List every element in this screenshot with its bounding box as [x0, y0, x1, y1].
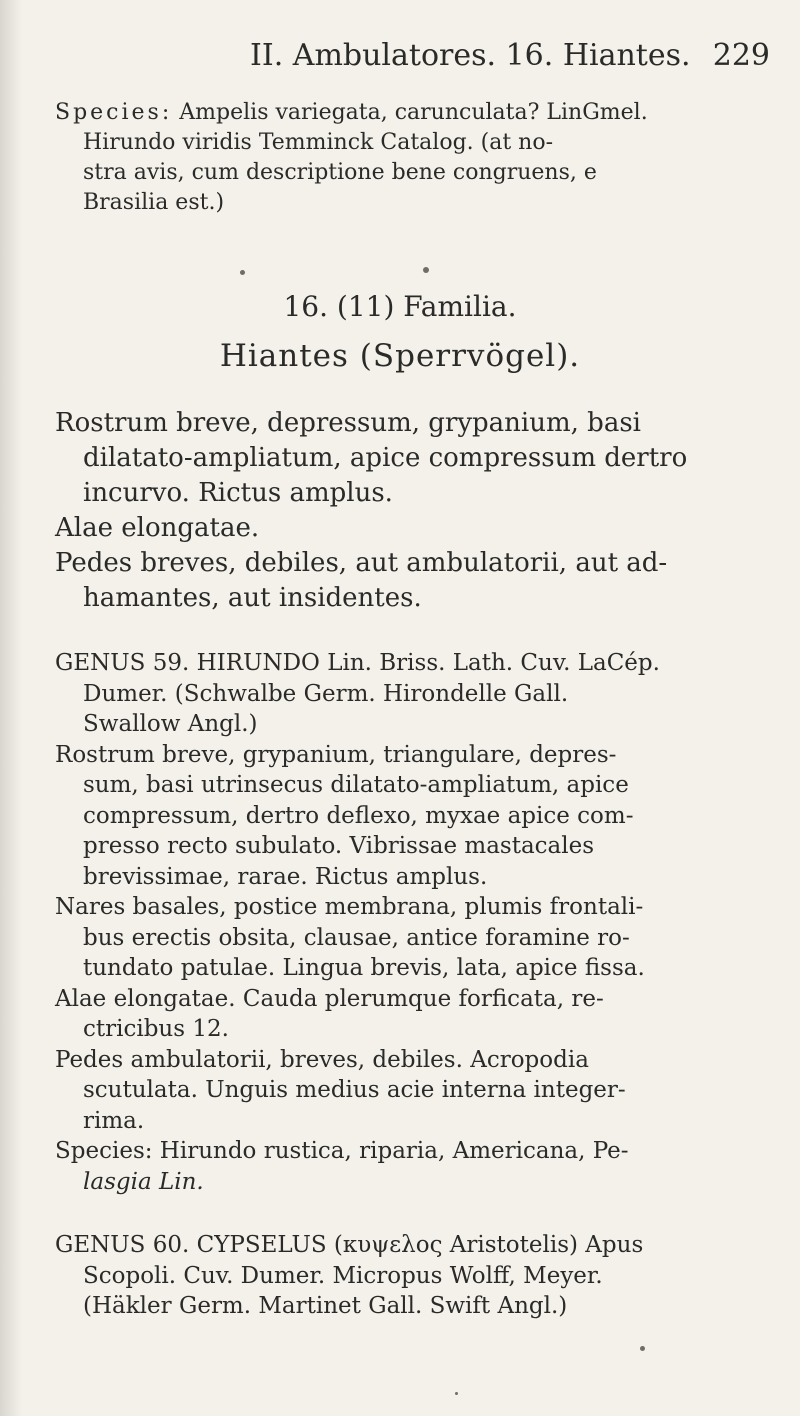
- text-line: hamantes, aut insidentes.: [83, 583, 422, 613]
- text-line: (Häkler Germ. Martinet Gall. Swift Angl.): [83, 1293, 568, 1319]
- genus-heading: GENUS 60. CYPSELUS (κυψελος Aristotelis) Apus: [55, 1232, 644, 1258]
- text-line: brevissimae, rarae. Rictus amplus.: [83, 863, 488, 890]
- species-line: Ampelis variegata, carunculata? LinGmel.: [179, 100, 648, 125]
- text-line: Pedes ambulatorii, breves, debiles. Acropodia: [55, 1046, 589, 1073]
- species-line: stra avis, cum descriptione bene congruens, e: [83, 160, 597, 185]
- text-line: rima.: [83, 1107, 145, 1134]
- text-line: bus erectis obsita, clausae, antice foramine ro-: [83, 924, 630, 951]
- text-line: Scopoli. Cuv. Dumer. Micropus Wolff, Meyer.: [83, 1262, 603, 1289]
- text-line: presso recto subulato. Vibrissae mastacales: [83, 833, 595, 859]
- text-line: compressum, dertro deflexo, myxae apice com-: [83, 802, 634, 829]
- text-line: Alae elongatae.: [55, 513, 260, 543]
- text-line: Rostrum breve, depressum, grypanium, basi: [55, 408, 641, 438]
- text-line: Pedes breves, debiles, aut ambulatorii, aut ad-: [55, 548, 668, 578]
- header-title: II. Ambulatores. 16. Hiantes.: [250, 38, 691, 73]
- paper-speck: [640, 1346, 645, 1351]
- family-title: 16. (11) Familia.: [283, 290, 517, 323]
- text-line: Nares basales, postice membrana, plumis frontali-: [55, 894, 644, 920]
- text-line: ctricibus 12.: [83, 1016, 229, 1042]
- page-gutter: [0, 0, 22, 1416]
- text-line: Dumer. (Schwalbe Germ. Hirondelle Gall.: [83, 680, 569, 707]
- species-label: Species:: [55, 100, 173, 125]
- paper-speck: [455, 1392, 458, 1395]
- text-line: Alae elongatae. Cauda plerumque forficata, re-: [55, 985, 604, 1012]
- text-line: Species: Hirundo rustica, riparia, Americana, Pe-: [55, 1138, 629, 1164]
- text-line: tundato patulae. Lingua brevis, lata, apice fissa.: [83, 955, 645, 981]
- page-number: 229: [712, 38, 770, 73]
- genus-60: [55, 1230, 775, 1322]
- text-line: incurvo. Rictus amplus.: [83, 478, 393, 508]
- genus-59: [55, 648, 775, 1197]
- family-description: [55, 406, 775, 616]
- genus-heading: GENUS 59. HIRUNDO Lin. Briss. Lath. Cuv. LaCép.: [55, 650, 660, 676]
- species-line: Hirundo viridis Temminck Catalog. (at no-: [83, 130, 554, 155]
- paper-speck: [240, 270, 245, 275]
- species-line: Brasilia est.): [83, 190, 225, 215]
- species-paragraph: [55, 98, 775, 218]
- text-line: Rostrum breve, grypanium, triangulare, depres-: [55, 741, 617, 768]
- text-line: Swallow Angl.): [83, 711, 258, 737]
- text-line: lasgia Lin.: [83, 1168, 204, 1195]
- text-line: sum, basi utrinsecus dilatato-ampliatum, apice: [83, 772, 629, 798]
- text-line: scutulata. Unguis medius acie interna integer-: [83, 1077, 626, 1103]
- text-line: dilatato-ampliatum, apice compressum dertro: [83, 443, 688, 473]
- family-name: Hiantes (Sperrvögel).: [219, 338, 581, 374]
- paper-speck: [423, 267, 429, 273]
